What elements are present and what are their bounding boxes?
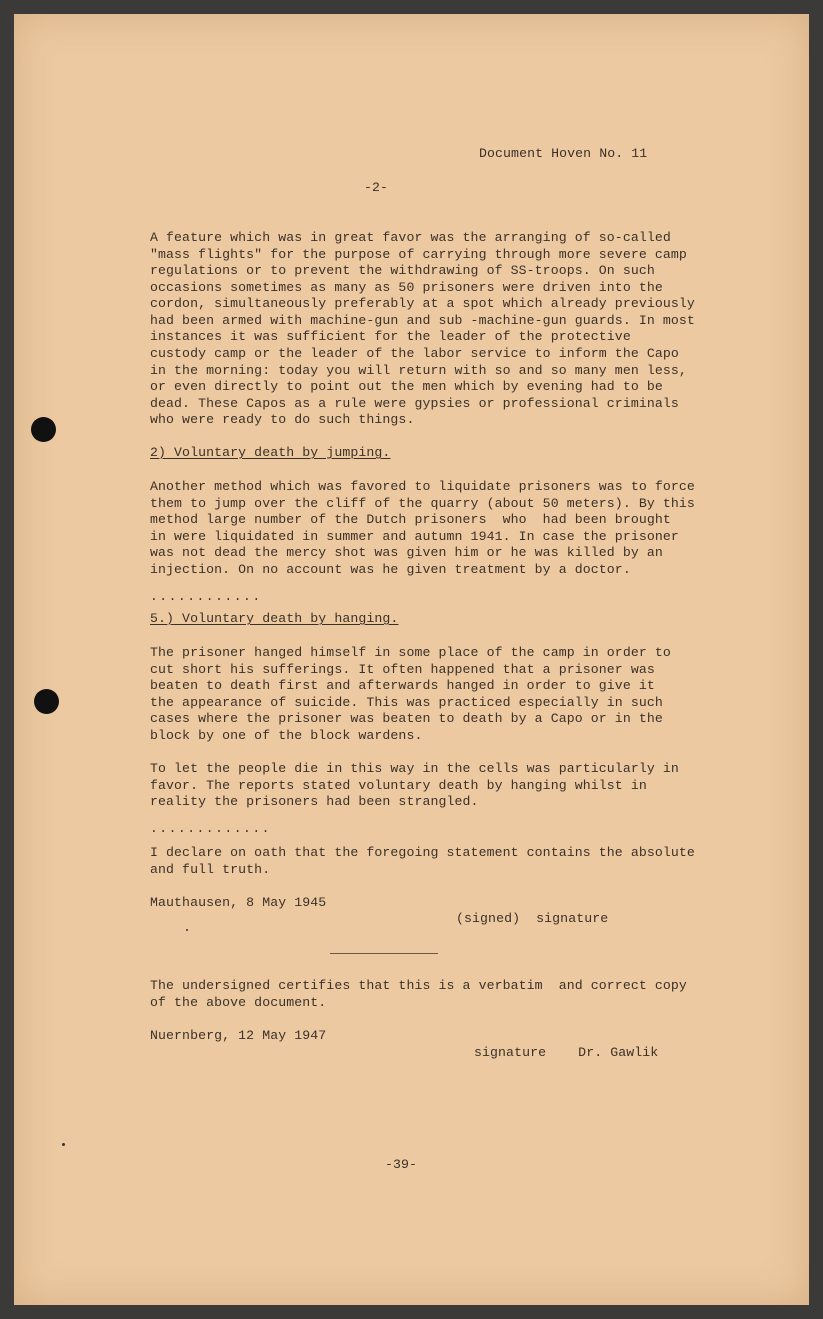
place-date-mauthausen: Mauthausen, 8 May 1945 — [150, 895, 327, 910]
text-line: had been armed with machine-gun and sub -machine-gun guards. In most — [150, 313, 695, 328]
text-line: I declare on oath that the foregoing statement contains the absolute — [150, 845, 695, 860]
text-line: A feature which was in great favor was the arranging of so-called — [150, 230, 671, 245]
page-number: -39- — [385, 1157, 418, 1172]
text-line: occasions sometimes as many as 50 prisoners were driven into the — [150, 280, 663, 295]
text-line: Another method which was favored to liquidate prisoners was to force — [150, 479, 695, 494]
text-line: dead. These Capos as a rule were gypsies or professional criminals — [150, 396, 679, 411]
text-line: beaten to death first and afterwards hanged in order to give it — [150, 678, 655, 693]
text-line: The prisoner hanged himself in some place of the camp in order to — [150, 645, 671, 660]
paper-speck — [186, 929, 188, 931]
text-line: who were ready to do such things. — [150, 412, 415, 427]
text-line: or even directly to point out the men which by evening had to be — [150, 379, 663, 394]
text-line: block by one of the block wardens. — [150, 728, 423, 743]
binder-hole-bottom — [34, 689, 59, 714]
text-line: cut short his sufferings. It often happened that a prisoner was — [150, 662, 655, 677]
section-heading-jumping: 2) Voluntary death by jumping. — [150, 445, 391, 460]
document-header: Document Hoven No. 11 — [479, 146, 648, 161]
section-heading-hanging: 5.) Voluntary death by hanging. — [150, 611, 399, 626]
page-marker: -2- — [364, 180, 389, 195]
ellipsis-dots: ............ — [150, 589, 262, 604]
text-line: and full truth. — [150, 862, 271, 877]
text-line: in the morning: today you will return with so and so many men less, — [150, 363, 687, 378]
text-line: the appearance of suicide. This was practiced especially in such — [150, 695, 663, 710]
signature-line-2: signature Dr. Gawlik — [474, 1045, 659, 1060]
text-line: "mass flights" for the purpose of carrying through more severe camp — [150, 247, 687, 262]
text-line: The undersigned certifies that this is a verbatim and correct copy — [150, 978, 687, 993]
text-line: was not dead the mercy shot was given him or he was killed by an — [150, 545, 663, 560]
text-line: them to jump over the cliff of the quarry (about 50 meters). By this — [150, 496, 695, 511]
text-line: method large number of the Dutch prisoners who had been brought — [150, 512, 671, 527]
text-line: of the above document. — [150, 995, 327, 1010]
text-line: custody camp or the leader of the labor service to inform the Capo — [150, 346, 679, 361]
text-line: reality the prisoners had been strangled. — [150, 794, 479, 809]
text-line: To let the people die in this way in the cells was particularly in — [150, 761, 679, 776]
place-date-nuernberg: Nuernberg, 12 May 1947 — [150, 1028, 327, 1043]
text-line: favor. The reports stated voluntary death by hanging whilst in — [150, 778, 647, 793]
text-line: cordon, simultaneously preferably at a spot which already previously — [150, 296, 695, 311]
text-line: instances it was sufficient for the leader of the protective — [150, 329, 631, 344]
text-line: in were liquidated in summer and autumn 1941. In case the prisoner — [150, 529, 679, 544]
signature-line-1: (signed) signature — [456, 911, 609, 926]
text-line: cases where the prisoner was beaten to death by a Capo or in the — [150, 711, 663, 726]
text-line: regulations or to prevent the withdrawing of SS-troops. On such — [150, 263, 655, 278]
separator-rule — [330, 953, 438, 954]
binder-hole-top — [31, 417, 56, 442]
ellipsis-dots: ............. — [150, 821, 271, 836]
text-line: injection. On no account was he given treatment by a doctor. — [150, 562, 631, 577]
paper-speck — [62, 1143, 65, 1146]
